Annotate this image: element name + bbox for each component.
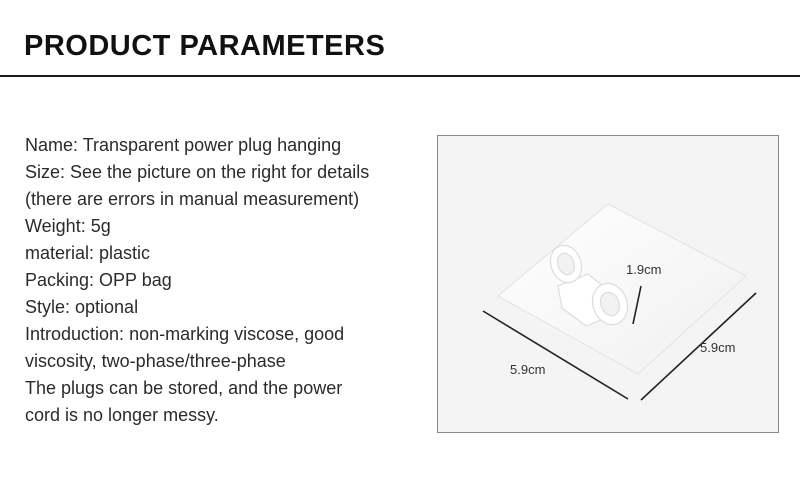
- param-line-name: Name: Transparent power plug hanging: [25, 135, 342, 155]
- product-illustration: [438, 136, 779, 433]
- param-line-introduction-cont: viscosity, two-phase/three-phase: [25, 351, 286, 371]
- param-line-style: Style: optional: [25, 297, 139, 317]
- title-divider: [0, 75, 800, 77]
- param-line-size: Size: See the picture on the right for details: [25, 162, 370, 182]
- param-line-storage-cont: cord is no longer messy.: [25, 405, 219, 425]
- parameter-list: [25, 132, 425, 429]
- right-width-label: 5.9cm: [700, 340, 736, 355]
- param-line-material: material: plastic: [25, 243, 151, 263]
- param-line-storage: The plugs can be stored, and the power: [25, 378, 343, 398]
- param-line-weight: Weight: 5g: [25, 216, 111, 236]
- left-width-label: 5.9cm: [510, 362, 546, 377]
- height-label: 1.9cm: [626, 262, 662, 277]
- product-image: [437, 135, 779, 433]
- page-title: PRODUCT PARAMETERS: [24, 30, 386, 62]
- param-line-size-note: (there are errors in manual measurement): [25, 189, 360, 209]
- param-line-introduction: Introduction: non-marking viscose, good: [25, 324, 345, 344]
- param-line-packing: Packing: OPP bag: [25, 270, 172, 290]
